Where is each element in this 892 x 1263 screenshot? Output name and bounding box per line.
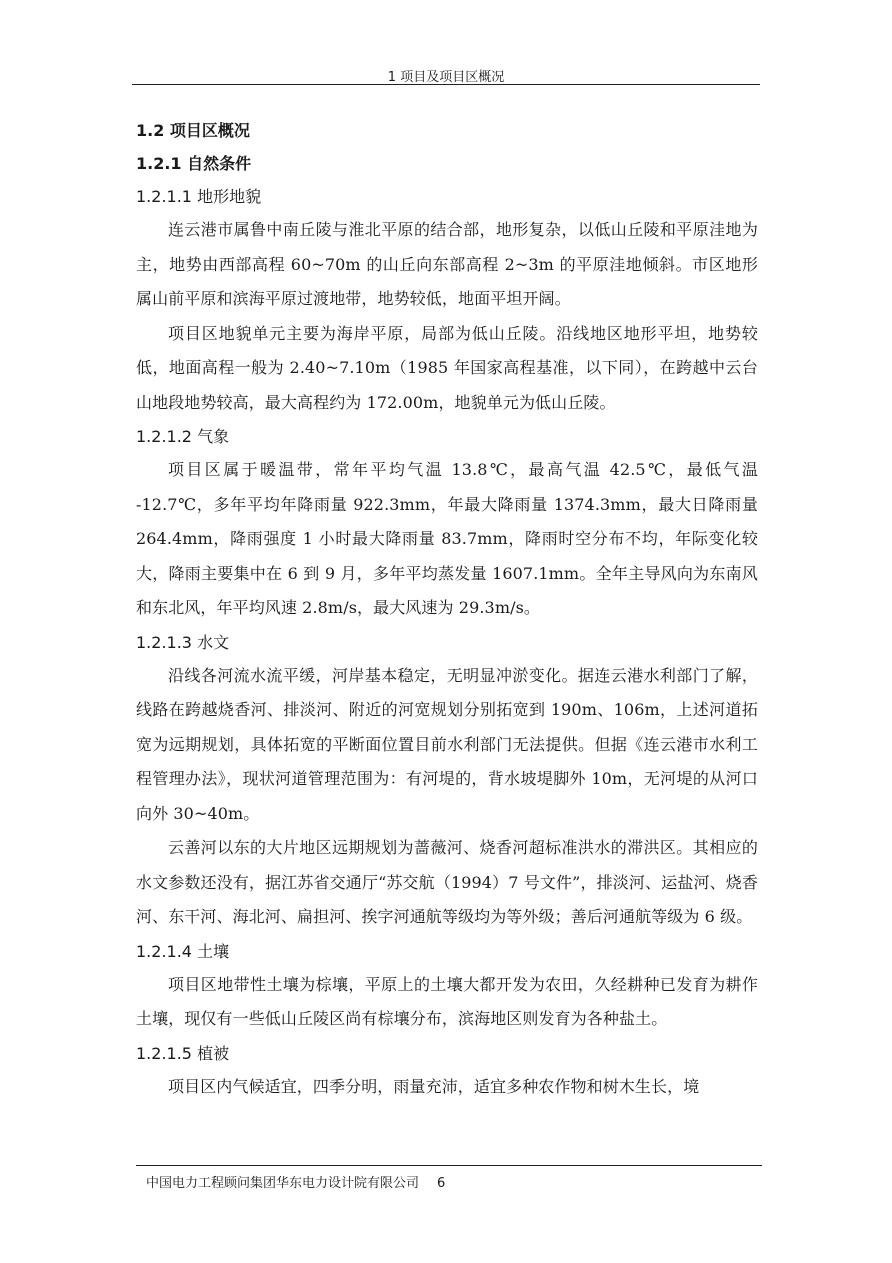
climate-paragraph: 项目区属于暖温带，常年平均气温 13.8℃，最高气温 42.5℃，最低气温 -12.7℃，多年平均年降雨量 922.3mm，年最大降雨量 1374.3mm，最大日降雨量 264.4mm，降雨强度 1 小时最大降雨量 83.7mm，降雨时空分布不均，年际变化较大，降雨主要集中在 6 到 9 月，多年平均蒸发量 1607.1mm。全年主导风向为东南风和东北风，年平均风速 2.8m/s，最大风速为 29.3m/s。	[136, 460, 758, 617]
running-header: 1 项目及项目区概况	[387, 70, 505, 85]
soil-heading: 1.2.1.4 土壤	[136, 941, 230, 961]
soil-paragraph: 项目区地带性土壤为棕壤，平原上的土壤大都开发为农田，久经耕种已发育为耕作土壤，现仅有一些低山丘陵区尚有棕壤分布，滨海地区则发育为各种盐土。	[136, 974, 758, 1028]
page-number: 6	[437, 1176, 446, 1191]
footer-organization: 中国电力工程顾问集团华东电力设计院有限公司	[146, 1176, 420, 1191]
header-divider	[132, 84, 760, 85]
topography-heading: 1.2.1.1 地形地貌	[136, 187, 262, 206]
section-title: 1.2 项目区概况	[136, 121, 250, 140]
topography-paragraph-1: 连云港市属鲁中南丘陵与淮北平原的结合部，地形复杂，以低山丘陵和平原洼地为主，地势由西部高程 60~70m 的山丘向东部高程 2~3m 的平原洼地倾斜。市区地形属山前平原和滨海平原过渡地带，地势较低，地面平坦开阔。	[136, 220, 758, 308]
footer-divider	[136, 1165, 762, 1166]
topography-paragraph-2: 项目区地貌单元主要为海岸平原，局部为低山丘陵。沿线地区地形平坦，地势较低，地面高程一般为 2.40~7.10m（1985 年国家高程基准，以下同），在跨越中云台山地段地势较高，最大高程约为 172.00m，地貌单元为低山丘陵。	[136, 323, 758, 412]
document-body	[136, 114, 758, 1104]
climate-heading: 1.2.1.2 气象	[136, 427, 230, 446]
hydrology-paragraph-1: 沿线各河流水流平缓，河岸基本稳定，无明显冲淤变化。据连云港水利部门了解，线路在跨越烧香河、排淡河、附近的河宽规划分别拓宽到 190m、106m，上述河道拓宽为远期规划，具体拓宽的平断面位置目前水利部门无法提供。但据《连云港市水利工程管理办法》，现状河道管理范围为：有河堤的，背水坡堤脚外 10m，无河堤的从河口向外 30~40m。	[136, 665, 758, 823]
page-footer	[146, 1172, 445, 1191]
hydrology-heading: 1.2.1.3 水文	[136, 632, 230, 652]
vegetation-paragraph: 项目区内气候适宜，四季分明，雨量充沛，适宜多种农作物和树木生长，境	[168, 1076, 700, 1096]
subsection-title: 1.2.1 自然条件	[136, 154, 252, 173]
hydrology-paragraph-2: 云善河以东的大片地区远期规划为蔷薇河、烧香河超标准洪水的滞洪区。其相应的水文参数还没有，据江苏省交通厅“苏交航（1994）7 号文件”，排淡河、运盐河、烧香河、东干河、海北河、扁担河、挨字河通航等级均为等外级；善后河通航等级为 6 级。	[136, 838, 758, 926]
vegetation-heading: 1.2.1.5 植被	[136, 1043, 230, 1063]
